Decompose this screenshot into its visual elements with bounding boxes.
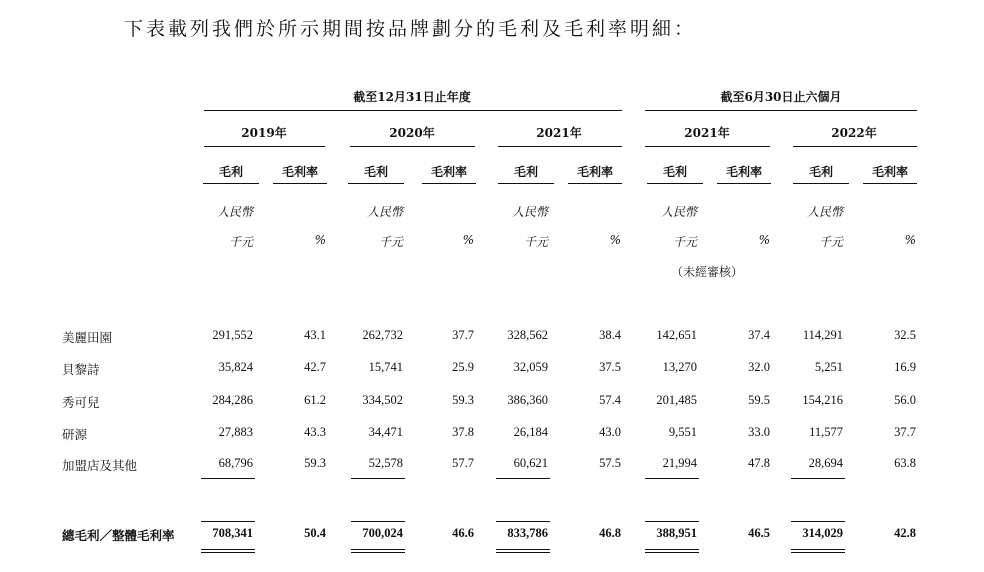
year-rule — [204, 146, 325, 147]
table-cell: 16.9 — [894, 360, 916, 374]
column-header-rule — [863, 183, 917, 184]
column-header-margin: 毛利率 — [576, 165, 614, 179]
table-cell: 59.3 — [452, 393, 474, 407]
total-double-rule — [645, 549, 699, 553]
year-header: 2019年 — [241, 126, 287, 140]
total-double-rule — [791, 549, 845, 553]
total-cell: 708,341 — [212, 526, 253, 540]
table-cell: 11,577 — [809, 425, 843, 439]
table-cell: 32.0 — [748, 360, 770, 374]
unit-currency: 人民幣 — [216, 205, 253, 219]
unit-percent: % — [904, 233, 916, 247]
table-cell: 68,796 — [218, 456, 253, 470]
total-top-rule — [791, 521, 845, 522]
table-cell: 38.4 — [599, 328, 621, 342]
table-cell: 57.4 — [599, 393, 621, 407]
unit-thousand: 千元 — [818, 235, 843, 249]
table-cell: 57.7 — [452, 456, 474, 470]
total-row-label: 總毛利／整體毛利率 — [62, 528, 175, 543]
unit-currency: 人民幣 — [511, 205, 548, 219]
unit-thousand: 千元 — [378, 235, 403, 249]
unit-currency: 人民幣 — [806, 205, 843, 219]
subtotal-rule — [496, 478, 550, 479]
total-double-rule — [496, 549, 550, 553]
table-cell: 56.0 — [894, 393, 916, 407]
subtotal-rule — [351, 478, 405, 479]
unit-thousand: 千元 — [523, 235, 548, 249]
table-cell: 9,551 — [668, 425, 697, 439]
column-header-rule — [717, 183, 771, 184]
total-cell: 314,029 — [802, 526, 843, 540]
year-rule — [350, 146, 475, 147]
unit-currency: 人民幣 — [660, 205, 697, 219]
column-header-rule — [348, 183, 404, 184]
column-header-margin: 毛利率 — [281, 165, 319, 179]
total-cell: 700,024 — [362, 526, 403, 540]
unit-unaudited: （未經審核） — [670, 265, 744, 279]
total-cell: 42.8 — [894, 526, 916, 540]
table-cell: 32.5 — [894, 328, 916, 342]
year-rule — [498, 146, 622, 147]
table-cell: 27,883 — [218, 425, 253, 439]
group-rule-six-months — [645, 110, 917, 111]
table-cell: 284,286 — [212, 393, 253, 407]
unit-thousand: 千元 — [228, 235, 253, 249]
table-cell: 386,360 — [507, 393, 548, 407]
year-header: 2022年 — [831, 126, 877, 140]
table-cell: 43.1 — [304, 328, 326, 342]
total-cell: 50.4 — [304, 526, 326, 540]
page-title: 下表載列我們於所示期間按品牌劃分的毛利及毛利率明細： — [124, 18, 697, 40]
table-cell: 142,651 — [656, 328, 697, 342]
total-top-rule — [201, 521, 255, 522]
column-header-gross-profit: 毛利 — [513, 165, 539, 179]
table-cell: 59.3 — [304, 456, 326, 470]
table-cell: 52,578 — [368, 456, 403, 470]
total-top-rule — [496, 521, 550, 522]
group-header-annual: 截至12月31日止年度 — [353, 90, 471, 104]
group-header-six-months: 截至6月30日止六個月 — [720, 90, 842, 104]
column-header-gross-profit: 毛利 — [218, 165, 244, 179]
table-row-label: 研源 — [62, 427, 88, 442]
table-cell: 37.7 — [894, 425, 916, 439]
subtotal-rule — [791, 478, 845, 479]
column-header-margin: 毛利率 — [725, 165, 763, 179]
table-cell: 328,562 — [507, 328, 548, 342]
total-top-rule — [351, 521, 405, 522]
table-cell: 32,059 — [513, 360, 548, 374]
unit-thousand: 千元 — [672, 235, 697, 249]
table-cell: 21,994 — [662, 456, 697, 470]
table-cell: 334,502 — [362, 393, 403, 407]
table-cell: 5,251 — [814, 360, 843, 374]
year-rule — [645, 146, 770, 147]
table-cell: 154,216 — [802, 393, 843, 407]
table-cell: 25.9 — [452, 360, 474, 374]
column-header-rule — [568, 183, 622, 184]
column-header-gross-profit: 毛利 — [363, 165, 389, 179]
table-cell: 63.8 — [894, 456, 916, 470]
total-cell: 833,786 — [507, 526, 548, 540]
column-header-rule — [498, 183, 554, 184]
table-row-label: 美麗田園 — [62, 330, 113, 345]
column-header-gross-profit: 毛利 — [808, 165, 834, 179]
total-cell: 46.5 — [748, 526, 770, 540]
unit-percent: % — [758, 233, 770, 247]
year-header: 2021年 — [536, 126, 582, 140]
column-header-margin: 毛利率 — [871, 165, 909, 179]
table-cell: 114,291 — [802, 328, 843, 342]
group-rule-annual — [204, 110, 622, 111]
total-cell: 46.8 — [599, 526, 621, 540]
table-cell: 37.7 — [452, 328, 474, 342]
table-cell: 60,621 — [513, 456, 548, 470]
table-cell: 37.8 — [452, 425, 474, 439]
table-cell: 33.0 — [748, 425, 770, 439]
column-header-rule — [647, 183, 703, 184]
column-header-gross-profit: 毛利 — [662, 165, 688, 179]
column-header-rule — [273, 183, 327, 184]
total-top-rule — [645, 521, 699, 522]
total-cell: 46.6 — [452, 526, 474, 540]
table-cell: 34,471 — [368, 425, 403, 439]
table-row-label: 貝黎詩 — [62, 362, 100, 377]
column-header-rule — [203, 183, 259, 184]
column-header-rule — [793, 183, 849, 184]
year-header: 2021年 — [684, 126, 730, 140]
table-row-label: 加盟店及其他 — [62, 458, 138, 473]
year-header: 2020年 — [389, 126, 435, 140]
column-header-rule — [422, 183, 476, 184]
table-cell: 291,552 — [212, 328, 253, 342]
table-cell: 61.2 — [304, 393, 326, 407]
subtotal-rule — [201, 478, 255, 479]
table-cell: 201,485 — [656, 393, 697, 407]
unit-percent: % — [314, 233, 326, 247]
column-header-margin: 毛利率 — [430, 165, 468, 179]
table-cell: 26,184 — [513, 425, 548, 439]
table-cell: 15,741 — [368, 360, 403, 374]
table-cell: 37.4 — [748, 328, 770, 342]
table-cell: 47.8 — [748, 456, 770, 470]
unit-currency: 人民幣 — [366, 205, 403, 219]
unit-percent: % — [462, 233, 474, 247]
table-cell: 37.5 — [599, 360, 621, 374]
total-double-rule — [351, 549, 405, 553]
table-cell: 43.3 — [304, 425, 326, 439]
table-row-label: 秀可兒 — [62, 395, 100, 410]
table-cell: 13,270 — [662, 360, 697, 374]
table-cell: 42.7 — [304, 360, 326, 374]
table-cell: 57.5 — [599, 456, 621, 470]
unit-percent: % — [609, 233, 621, 247]
table-cell: 59.5 — [748, 393, 770, 407]
table-cell: 35,824 — [218, 360, 253, 374]
table-cell: 28,694 — [808, 456, 843, 470]
table-cell: 262,732 — [362, 328, 403, 342]
table-cell: 43.0 — [599, 425, 621, 439]
year-rule — [793, 146, 917, 147]
total-cell: 388,951 — [656, 526, 697, 540]
subtotal-rule — [645, 478, 699, 479]
total-double-rule — [201, 549, 255, 553]
